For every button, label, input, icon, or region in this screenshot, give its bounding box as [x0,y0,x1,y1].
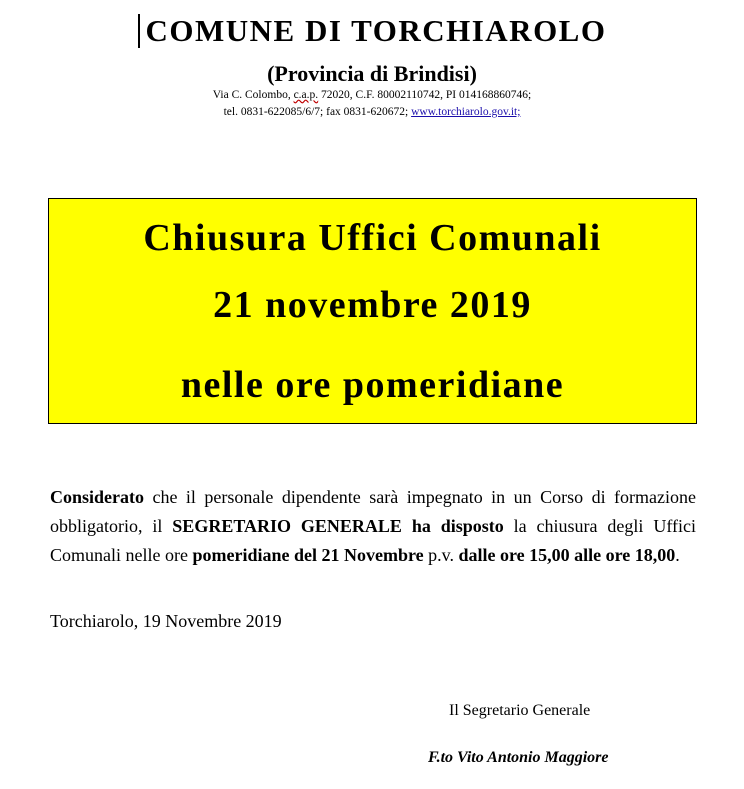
signer-title: Il Segretario Generale [449,702,591,719]
body-text-3: p.v. [423,545,459,565]
body-bold-2: SEGRETARIO GENERALE ha disposto [172,516,504,536]
municipality-name: COMUNE DI TORCHIAROLO [138,14,607,48]
closure-notice-box [48,198,697,424]
notice-date: 21 novembre 2019 [213,284,532,326]
date-line: Torchiarolo, 19 Novembre 2019 [50,611,282,631]
address-suffix: 72020, C.F. 80002110742, PI 014168860746; [318,89,532,101]
body-bold-1: Considerato [50,487,144,507]
signer-name: F.to Vito Antonio Maggiore [428,749,609,766]
body-bold-4: dalle ore 15,00 alle ore 18,00 [458,545,676,565]
address-line [0,88,744,103]
body-text-4: . [675,545,680,565]
letterhead [0,14,744,120]
website-link[interactable]: www.torchiarolo.gov.it; [411,106,521,118]
contact-line [0,105,744,120]
body-text-2: la chiusura degli Uffici Comunali nelle ore [50,516,696,565]
address-cap: c.a.p. [293,89,319,101]
notice-time: nelle ore pomeridiane [180,364,565,406]
province-name: (Provincia di Brindisi) [267,61,477,86]
address-prefix: Via C. Colombo, [212,89,294,101]
contact-text: tel. 0831-622085/6/7; fax 0831-620672; [223,106,412,118]
body-text-1: che il personale dipendente sarà impegnato in un Corso di formazione obbligatorio, il [50,487,696,536]
notice-paragraph [50,483,696,570]
notice-title: Chiusura Uffici Comunali [143,217,602,259]
body-bold-3: pomeridiane del 21 Novembre [192,545,424,565]
